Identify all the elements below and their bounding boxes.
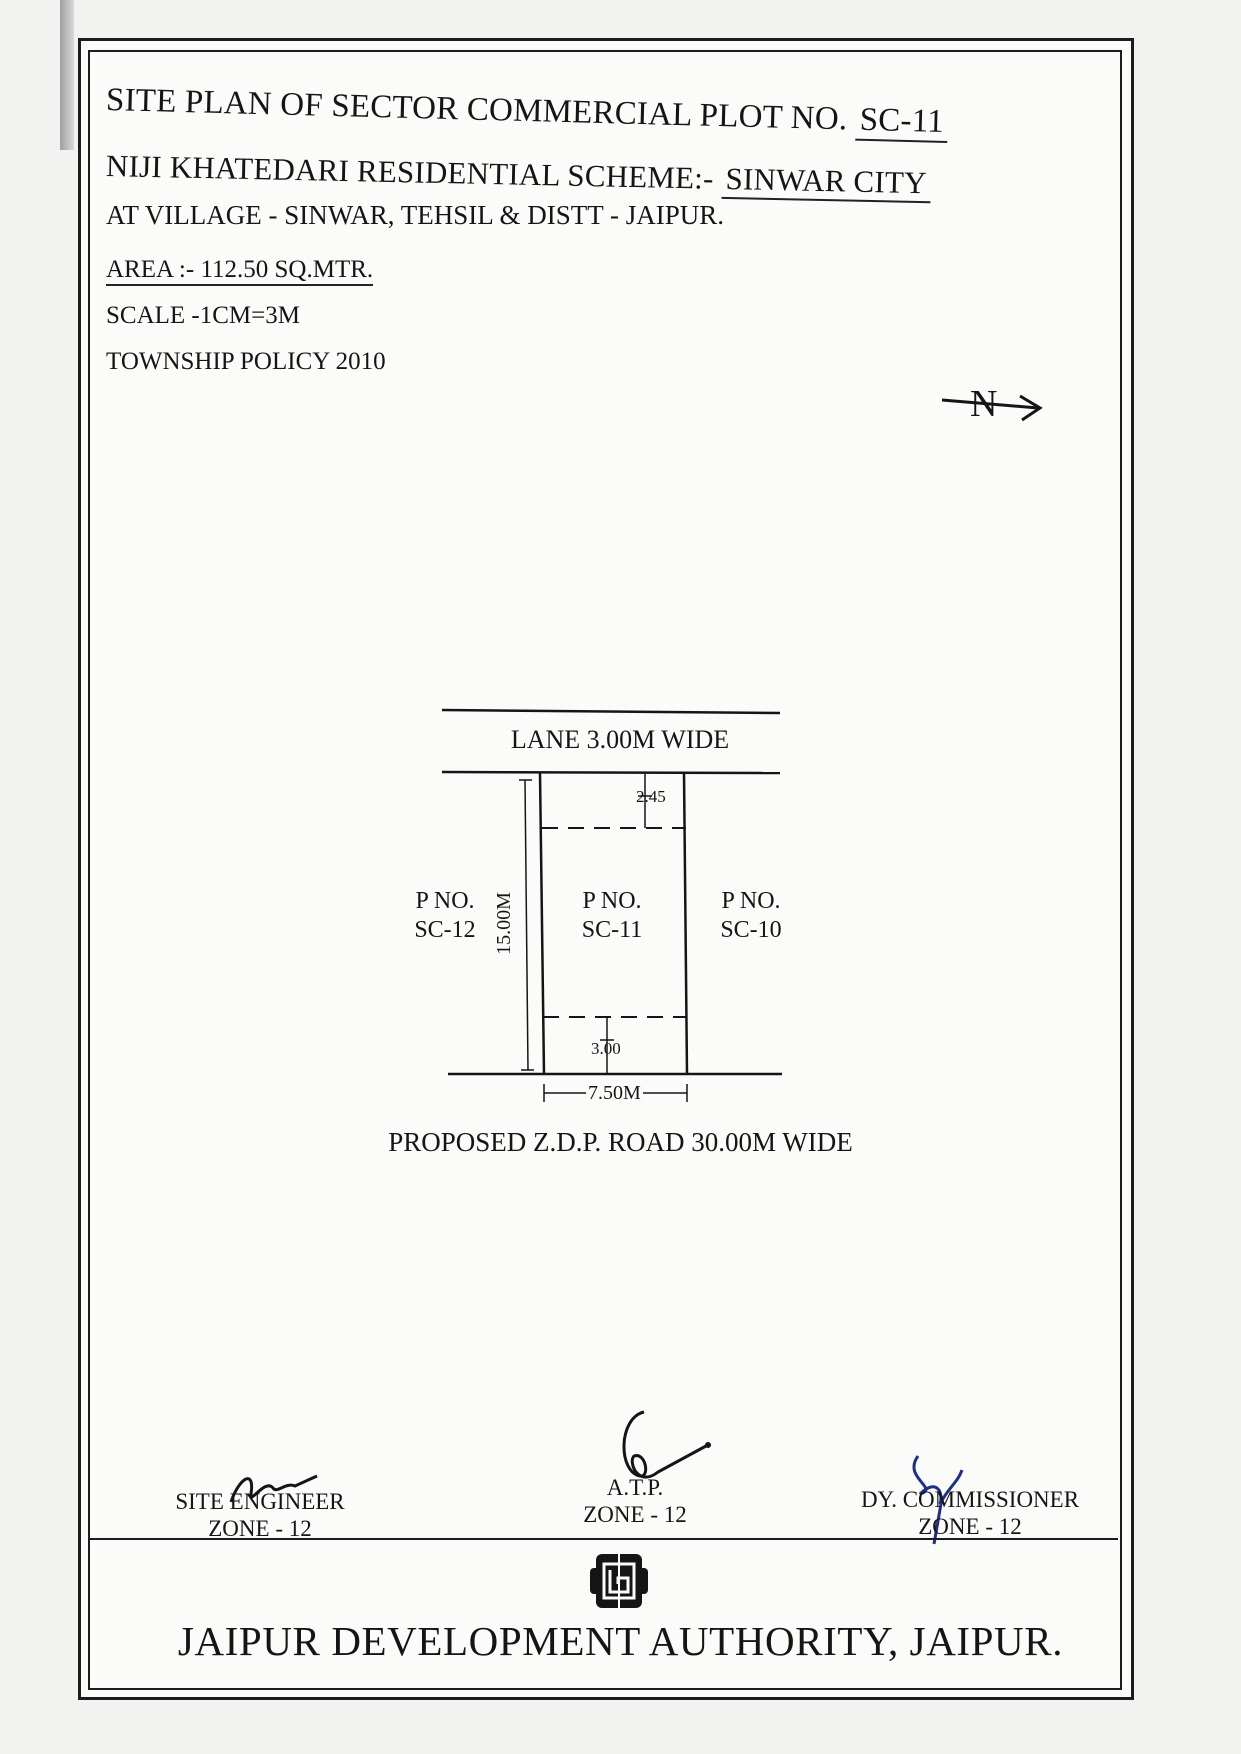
plot-right-label: P NO. SC-10 (720, 888, 782, 943)
authority-name: JAIPUR DEVELOPMENT AUTHORITY, JAIPUR. (177, 1618, 1064, 1664)
plot-left-label: P NO. SC-12 (414, 888, 476, 943)
width-label: 7.50M (588, 1082, 641, 1104)
setback-bottom-label: 3.00 (591, 1039, 621, 1058)
north-arrow-icon (938, 378, 1048, 438)
scale-line: SCALE -1CM=3M (106, 302, 300, 329)
policy-line: TOWNSHIP POLICY 2010 (106, 348, 386, 375)
north-arrow (938, 378, 1048, 438)
road-label: PROPOSED Z.D.P. ROAD 30.00M WIDE (388, 1127, 853, 1157)
plot-number: SC-11 (855, 102, 948, 143)
location-line: AT VILLAGE - SINWAR, TEHSIL & DISTT - JAIPUR. (106, 200, 724, 230)
plot-center-label: P NO. SC-11 (581, 888, 643, 943)
site-engineer-block (150, 1488, 370, 1542)
setback-top-label: 2.45 (636, 787, 666, 806)
title-prefix: SITE PLAN OF SECTOR COMMERCIAL PLOT NO. (105, 82, 848, 138)
atp-title: A.T.P. (606, 1475, 664, 1500)
jda-emblem-icon (588, 1548, 650, 1614)
footer-divider (88, 1538, 1118, 1540)
atp-zone: ZONE - 12 (583, 1502, 687, 1527)
site-engineer-zone: ZONE - 12 (208, 1516, 312, 1541)
dy-commissioner-block (840, 1486, 1100, 1540)
scheme-name: SINWAR CITY (721, 161, 931, 203)
north-label: N (970, 383, 998, 425)
area-line: AREA :- 112.50 SQ.MTR. (106, 256, 373, 286)
scheme-prefix: NIJI KHATEDARI RESIDENTIAL SCHEME:- (105, 148, 714, 196)
dy-commissioner-zone: ZONE - 12 (918, 1514, 1022, 1539)
lane-label: LANE 3.00M WIDE (510, 725, 730, 754)
site-engineer-title: SITE ENGINEER (175, 1489, 345, 1514)
site-plan-drawing (380, 700, 810, 1120)
page-edge-shadow (60, 0, 74, 150)
depth-label: 15.00M (492, 892, 515, 955)
atp-block (560, 1474, 710, 1528)
dy-commissioner-title: DY. COMMISSIONER (860, 1487, 1080, 1512)
